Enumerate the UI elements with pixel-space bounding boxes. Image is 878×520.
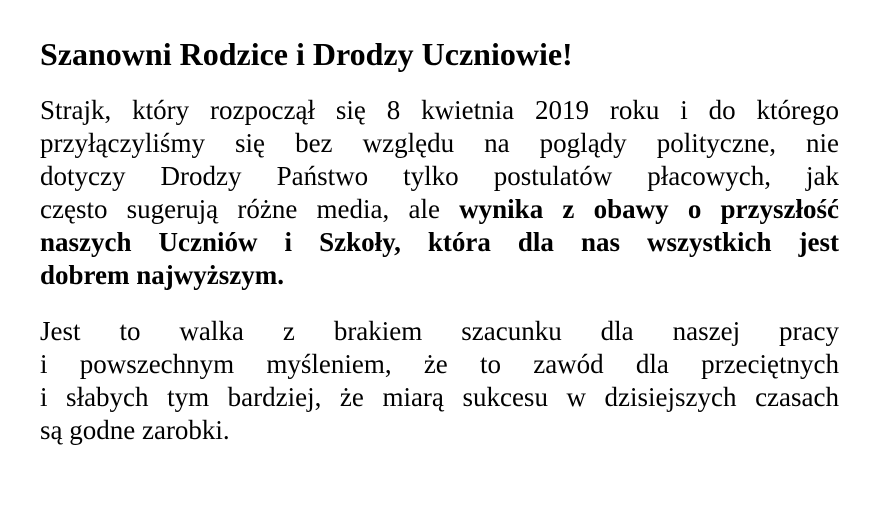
paragraph-line: są godne zarobki. [40, 415, 230, 445]
line-text-bold: wynika z obawy o przyszłość [459, 194, 840, 224]
letter-heading: Szanowni Rodzice i Drodzy Uczniowie! [40, 36, 573, 72]
paragraph-strike-reason [40, 94, 839, 292]
line-text: przyłączyliśmy się bez względu na poglądy polityczne, nie [40, 128, 839, 158]
line-text-bold: dobrem najwyższym. [40, 260, 284, 290]
line-text: Strajk, który rozpoczął się 8 kwietnia 2019 roku i do którego [40, 95, 839, 125]
paragraph-line [40, 127, 839, 160]
paragraph-line [40, 226, 839, 259]
paragraph-line [40, 160, 839, 193]
paragraph-line [40, 193, 839, 226]
paragraph-line: i powszechnym myśleniem, że to zawód dla przeciętnych [40, 349, 839, 379]
paragraph-respect [40, 315, 839, 447]
paragraph-line [40, 94, 839, 127]
line-text: dotyczy Drodzy Państwo tylko postulatów płacowych, jak [40, 161, 839, 191]
line-text-bold: naszych Uczniów i Szkoły, która dla nas wszystkich jest [40, 227, 839, 257]
paragraph-line [40, 259, 839, 292]
paragraph-line: i słabych tym bardziej, że miarą sukcesu w dzisiejszych czasach [40, 382, 839, 412]
letter-document [40, 34, 839, 447]
line-text: często sugerują różne media, ale [40, 194, 460, 224]
paragraph-line: Jest to walka z brakiem szacunku dla naszej pracy [40, 316, 839, 346]
